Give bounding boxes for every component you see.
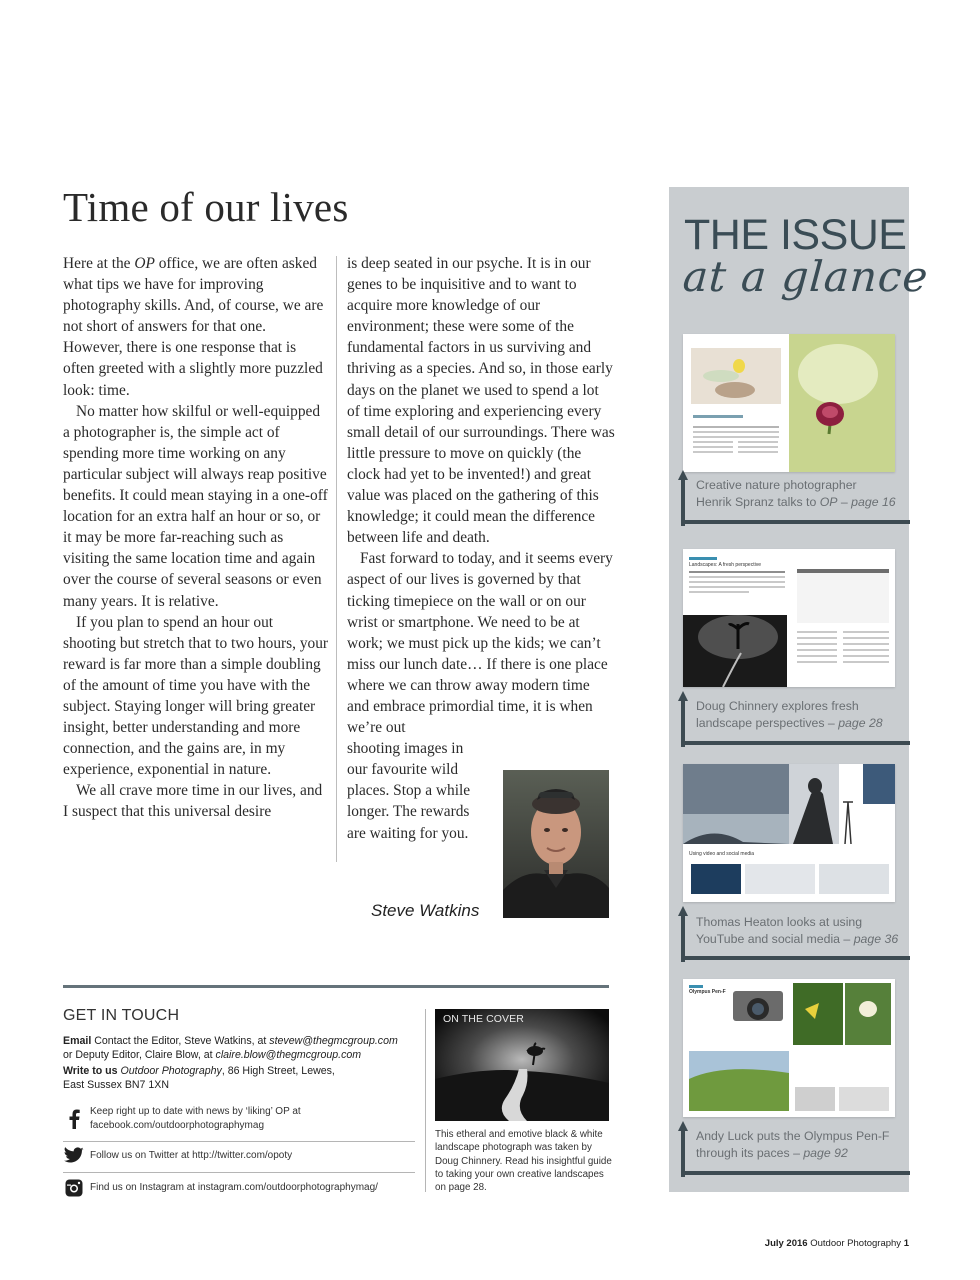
divider [63,1172,415,1173]
article-paragraph: No matter how skilful or well-equipped a photographer is, the simple act of spending more time working on any particular subject will always reap positive benefits. It could mean staying in a one-off location for an extra half an hour or so, or it may be more far-reaching such as visiting the same location time and again over the course of several seasons or even many years. It is relative. [63,402,328,610]
section-divider [63,985,609,988]
contact-address-block: Write to us Outdoor Photography, 86 High Street, Lewes, East Sussex BN7 1XN [63,1065,335,1092]
sidebar-subtitle: at a glance [681,252,931,301]
divider [63,1141,415,1142]
article-paragraph: If you plan to spend an hour out shooting but stretch that to two hours, your reward is far more than a simple doubling of the amount of time you have with the subject. Staying longer will bring greater insight, better understanding and more connection, and the gains are, in my experience, exponential in nature. [63,613,329,779]
contact-email-block: Email Contact the Editor, Steve Watkins, at stevew@thegmcgroup.com or Deputy Editor, Claire Blow, at claire.blow@thegmcgroup.com [63,1035,398,1062]
article-paragraph: Fast forward to today, and it seems every aspect of our lives is governed by that ticking timepiece on the wall or on our wrist or smartphone. We need to be at work; we must pick up the kids; we can’t miss our lunch date… If there is one place where we can throw away modern time and embrace primordial time, it is when we’re out [347,550,613,737]
cover-photo [435,1009,609,1121]
instagram-icon[interactable] [63,1179,85,1197]
article-paragraph-tail: shooting images in our favourite wild places. Stop a while longer. The rewards are waiting for you. [347,740,471,842]
facebook-icon[interactable] [63,1109,85,1129]
editor-email-link[interactable]: stevew@thegmcgroup.com [269,1035,398,1047]
facebook-link[interactable]: facebook.com/outdoorphotographymag [90,1119,265,1131]
author-signature: Steve Watkins [371,901,480,920]
deputy-email-link[interactable]: claire.blow@thegmcgroup.com [215,1049,362,1062]
cover-caption: This etheral and emotive black & white landscape photograph was taken by Doug Chinnery. Read his insightful guide to taking your own creative landscapes on page 28. [435,1129,612,1194]
twitter-link[interactable]: http://twitter.com/opoty [192,1149,293,1161]
instagram-row: Find us on Instagram at instagram.com/outdoorphotographymag/ [63,1179,415,1197]
facebook-row: Keep right up to date with news by ‘liking’ OP at facebook.com/outdoorphotographymag [63,1105,415,1132]
contact-heading: GET IN TOUCH [63,1007,180,1024]
issue-caption-2[interactable]: Doug Chinnery explores fresh landscape perspectives – page 28 [696,699,883,730]
issue-thumb-3[interactable] [683,764,895,902]
article-headline: Time of our lives [63,184,349,230]
sidebar-title: THE ISSUE [684,211,907,259]
page-footer: July 2016 Outdoor Photography 1 [764,1238,909,1249]
instagram-link[interactable]: instagram.com/outdoorphotographymag/ [197,1182,378,1194]
issue-thumb-2[interactable] [683,549,895,687]
twitter-icon[interactable] [63,1147,85,1164]
article-column-1 [63,253,329,823]
thumb-heading: Olympus Pen-F [689,989,726,995]
editor-portrait-photo [503,770,609,918]
cover-label: ON THE COVER [443,1013,524,1025]
contact-cover-divider [425,1009,426,1192]
column-divider [336,256,337,862]
twitter-row: Follow us on Twitter at http://twitter.com/opoty [63,1147,415,1164]
issue-caption-1[interactable]: Creative nature photographer Henrik Spranz talks to OP – page 16 [696,478,896,509]
article-column-2 [347,253,615,844]
issue-thumb-1[interactable] [683,334,895,472]
issue-thumb-4[interactable] [683,979,895,1117]
issue-caption-3[interactable]: Thomas Heaton looks at using YouTube and social media – page 36 [696,915,899,946]
thumb-heading: Landscapes: A fresh perspective [689,562,761,568]
article-paragraph: Here at the OP office, we are often asked what tips we have for improving photography skills. And, of course, we are not short of answers for that one. However, there is one response that is often greeted with a slightly more puzzled look: time. [63,255,324,399]
thumb-heading: Using video and social media [689,851,755,857]
issue-caption-4[interactable]: Andy Luck puts the Olympus Pen-F through its paces – page 92 [696,1129,890,1160]
article-paragraph: is deep seated in our psyche. It is in our genes to be inquisitive and to want to acquire more knowledge of our environment; these were some of the fundamental factors in us surviving and thriving as a species. And so, in those early days on the planet we used to spend a lot of time exploring and experiencing every small detail of our surroundings. There was little pressure to move on quickly (the clock had yet to be invented!) and great value was placed on the gathering of this knowledge; it could mean the difference between life and death. [347,255,615,547]
article-paragraph: We all crave more time in our lives, and I suspect that this universal desire [63,782,323,821]
